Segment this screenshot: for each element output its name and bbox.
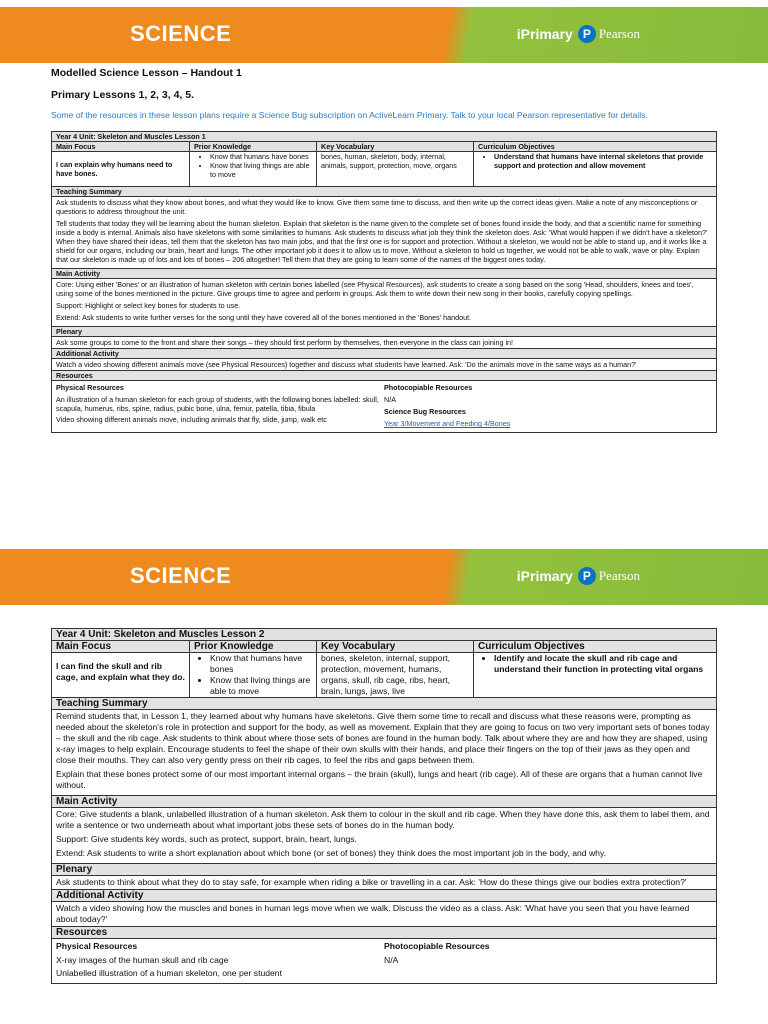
prior-knowledge-heading: Prior Knowledge [190, 142, 317, 151]
plenary: Ask students to think about what they do to stay safe, for example when riding a bike or travelling in a car. Ask: 'How do these things give our bodies extra protection?' [52, 876, 716, 890]
curriculum-objectives [474, 653, 716, 697]
curriculum-objectives-heading: Curriculum Objectives [474, 641, 716, 652]
list-item: X-ray images of the human skull and rib cage [56, 955, 229, 965]
main-activity [52, 808, 716, 864]
paragraph: Tell students that today they will be learning about the human skeleton. Explain that skeleton is the name given to the complete set of bones found inside the body, and that a scientific name for something inside a body is internal. Animals also have skeletons with some similarities to humans. Ask students to discuss what job they think the skeleton does. Ask: 'What would happen if we didn't have a skeleton?' When they have shared their ideas, tell them that the skeleton has two main jobs, and that the first one is for support and protection. Without a skeleton, we would not be able to stand up, and it works like a shield for our organs, including our brain, heart and lungs. The other important job it does it to allow us to move. Without a skeleton to hold us together, we would not be able to walk, wave or play. Explain that our skeleton is made up of lots and lots of bones – 206 altogether! Tell them that they are going to learn some of the names of the biggest ones today. [56, 219, 708, 264]
list-item: • Know that living things are able to move [210, 161, 312, 179]
main-activity-heading: Main Activity [52, 269, 716, 279]
physical-resources [56, 383, 384, 430]
curriculum-objectives [474, 152, 716, 186]
list-item: Unlabelled illustration of a human skeleton, one per student [56, 968, 282, 978]
additional-activity: Watch a video showing how the muscles and bones in human legs move when we walk. Discuss the video as a class. Ask: 'What have you seen that you have learned about today?' [52, 902, 716, 927]
lessons-title: Primary Lessons 1, 2, 3, 4, 5. [51, 89, 194, 101]
other-resources [384, 941, 712, 981]
plenary: Ask some groups to come to the front and share their songs – they should first perform by themselves, then everyone in the class can joining in! [52, 337, 716, 349]
key-vocabulary: bones, human, skeleton, body, internal, animals, support, protection, move, organs [317, 152, 474, 186]
lesson-1-column-headers [52, 142, 716, 152]
main-activity [52, 279, 716, 327]
brand-logo [517, 25, 640, 43]
physical-resources [56, 941, 384, 981]
lesson-2-table [51, 628, 717, 984]
main-focus: I can explain why humans need to have bones. [52, 152, 190, 186]
lesson-1-overview-row [52, 152, 716, 187]
subscription-note: Some of the resources in these lesson plans require a Science Bug subscription on ActiveLearn Primary. Talk to your local Pearson representative for details. [51, 110, 648, 120]
main-focus-heading: Main Focus [52, 142, 190, 151]
photocopiable-resources-label: Photocopiable Resources [384, 941, 490, 951]
main-focus-heading: Main Focus [52, 641, 190, 652]
other-resources [384, 383, 712, 430]
resources-heading: Resources [52, 371, 716, 381]
key-vocabulary-heading: Key Vocabulary [317, 142, 474, 151]
list-item: • Identify and locate the skull and rib cage and understand their function in protecting vital organs [494, 653, 712, 675]
photocopiable-resources-label: Photocopiable Resources [384, 383, 473, 392]
teaching-summary-heading: Teaching Summary [52, 187, 716, 197]
lesson-1-title: Year 4 Unit: Skeleton and Muscles Lesson 1 [52, 132, 716, 142]
additional-activity-heading: Additional Activity [52, 349, 716, 359]
teaching-summary [52, 710, 716, 796]
prior-knowledge [190, 653, 317, 697]
main-activity-heading: Main Activity [52, 796, 716, 808]
plenary-heading: Plenary [52, 327, 716, 337]
pearson-wordmark: Pearson [598, 26, 640, 41]
iprimary-wordmark: iPrimary [516, 26, 573, 42]
teaching-summary [52, 197, 716, 269]
science-bug-resources-label: Science Bug Resources [384, 407, 466, 416]
lesson-2-title: Year 4 Unit: Skeleton and Muscles Lesson 2 [52, 629, 716, 641]
list-item: An illustration of a human skeleton for each group of students, with the following bones labelled: skull, scapula, humerus, ribs, spine, radius, pubic bone, ulna, femur, patella, tibia, fibula [56, 395, 379, 413]
core-activity: Core: Using either 'Bones' or an illustration of human skeleton with certain bones labelled (see Physical Resources), ask students to create a song based on the song 'Head, shoulders, knees and toes', using some of the bones mentioned in the picture. Give groups time to agree and perform in groups. Ask them to write down their new song in their books, carefully copying spellings. [56, 280, 694, 298]
lesson-2-overview-row [52, 653, 716, 698]
photocopiable-resources: N/A [384, 395, 396, 404]
key-vocabulary: bones, skeleton, internal, support, protection, movement, humans, organs, skull, rib cage, ribs, heart, brain, lungs, jaws, live [317, 653, 474, 697]
list-item: • Know that humans have bones [210, 152, 312, 161]
curriculum-objectives-heading: Curriculum Objectives [474, 142, 716, 151]
list-item: • Know that humans have bones [210, 653, 312, 675]
page-2-banner [0, 549, 768, 605]
prior-knowledge [190, 152, 317, 186]
page-1-banner [0, 7, 768, 63]
subject-title: SCIENCE [130, 21, 232, 46]
extend-activity: Extend: Ask students to write further verses for the song until they have covered all of the bones mentioned in the 'Bones' handout. [56, 313, 472, 322]
support-activity: Support: Highlight or select key bones for students to use. [56, 301, 241, 310]
science-bug-link[interactable]: Year 3/Movement and Feeding 4/Bones [384, 419, 511, 428]
plenary-heading: Plenary [52, 864, 716, 876]
pearson-p-icon: P [578, 25, 596, 43]
iprimary-wordmark: iPrimary [516, 568, 573, 584]
extend-activity: Extend: Ask students to write a short explanation about which bone (or set of bones) they think does the most important job in the body, and why. [56, 848, 606, 858]
brand-logo [517, 567, 640, 585]
prior-knowledge-heading: Prior Knowledge [190, 641, 317, 652]
physical-resources-label: Physical Resources [56, 941, 138, 951]
key-vocabulary-heading: Key Vocabulary [317, 641, 474, 652]
list-item: • Know that living things are able to move [210, 675, 312, 697]
handout-title: Modelled Science Lesson – Handout 1 [51, 67, 242, 79]
photocopiable-resources: N/A [384, 955, 399, 965]
teaching-summary-heading: Teaching Summary [52, 698, 716, 710]
subject-title: SCIENCE [130, 563, 232, 588]
paragraph: Ask students to discuss what they know about bones, and what they would like to know. Give them some time to discuss, and then write up the correct ideas given. Make a note of any misconceptions or questions to address throughout the unit. [56, 198, 698, 216]
paragraph: Explain that these bones protect some of our most important internal organs – the brain (skull), lungs and heart (rib cage). All of these are organs that a human cannot live without. [56, 769, 703, 790]
main-focus: I can find the skull and rib cage, and explain what they do. [52, 653, 190, 697]
support-activity: Support: Give students key words, such as protect, support, brain, heart, lungs. [56, 834, 357, 844]
core-activity: Core: Give students a blank, unlabelled illustration of a human skeleton. Ask them to colour in the skull and rib cage. When they have done this, ask them to label them, and write a sentence or two underneath about what important jobs these sets of bones do in the human body. [56, 809, 710, 830]
additional-activity-heading: Additional Activity [52, 890, 716, 902]
paragraph: Remind students that, in Lesson 1, they learned about why humans have skeletons. Give them some time to recall and discuss what these reasons were, prompting as needed about the skeleton's role in protection and support for the body, as well as movement. Explain that they are going to focus on two very important sets of bones today – the skull and the rib cage. Ask students to think about where those sets of bones are found in the human body. Talk about where they are and how they are shaped, using x-ray images to help explain. Encourage students to feel the shape of their own skulls with their hands, and place their fingers on the top of their jaws as they open and close their mouths. They can also very gently press on their rib cages, to feel the ribs and gaps between them. [56, 711, 710, 765]
physical-resources-label: Physical Resources [56, 383, 124, 392]
resources [52, 381, 716, 432]
resources-heading: Resources [52, 927, 716, 939]
lesson-1-table [51, 131, 717, 433]
pearson-p-icon: P [578, 567, 596, 585]
resources [52, 939, 716, 983]
lesson-2-column-headers [52, 641, 716, 653]
additional-activity: Watch a video showing different animals move (see Physical Resources) together and discuss what students have learned. Ask: 'Do the animals move in the same ways as a human?' [52, 359, 716, 371]
pearson-wordmark: Pearson [598, 568, 640, 583]
list-item: • Understand that humans have internal skeletons that provide support and protection and allow movement [494, 152, 712, 170]
list-item: Video showing different animals move, including animals that fly, slide, jump, walk etc [56, 415, 327, 424]
